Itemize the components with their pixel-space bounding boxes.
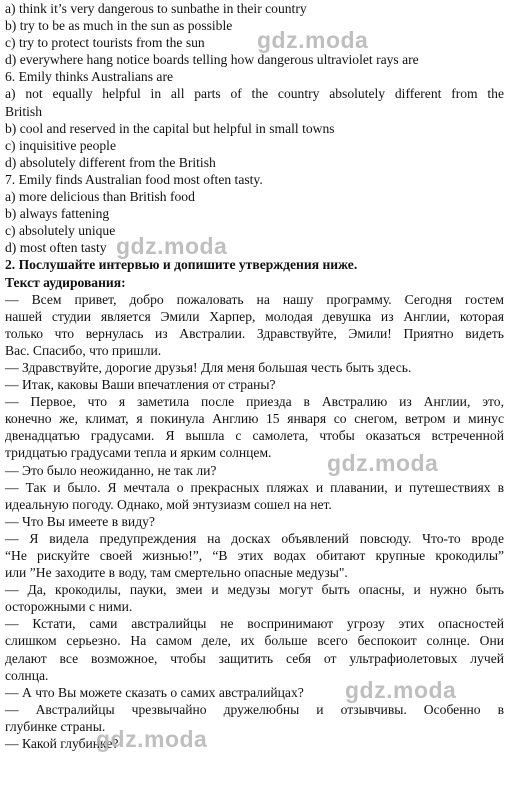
text-line: — Так и было. Я мечтала о прекрасных пляжах и плавании, и путешествиях в [5,479,504,495]
text-line: слишком серьезно. На самом деле, их больше всего беспокоит солнце. Они [5,633,504,649]
text-line: d) most often tasty [5,240,107,256]
task2-heading: 2. Послушайте интервью и допишите утверждения ниже. [5,257,358,273]
text-line: — Что Вы имеете в виду? [5,513,155,529]
exercise-options-top [5,0,504,85]
text-line: — Да, крокодилы, пауки, змеи и медузы могут быть опасны, и нужно быть [5,582,504,598]
text-line: a) think it’s very dangerous to sunbathe in their country [5,1,307,16]
text-line: 7. Emily finds Australian food most often tasty. [5,171,263,187]
text-line: — Первое, что я заметила после приезда в Австралию из Англии, это, [5,394,504,410]
watermark: gdz.moda [327,450,439,476]
text-line: c) inquisitive people [5,137,116,153]
text-line: “Не рискуйте своей жизнью!”, “В этих водах обитают крупные крокодилы” [5,548,504,563]
text-line: — Итак, каковы Ваши впечатления от страны? [5,377,276,393]
text-line: только что вернулась из Австралии. Здравствуйте, Эмили! Приятно видеть [5,325,504,341]
text-line: a) more delicious than British food [5,189,195,205]
text-line: тридцатью градусами тепла и ярким солнцем. [5,445,272,461]
text-line: — А что Вы можете сказать о самих австралийцах? [5,684,304,700]
exercise-options-rest [5,120,504,257]
text-line: b) try to be as much in the sun as possible [5,18,233,34]
text-line: Вас. Спасибо, что пришли. [5,342,162,358]
text-line: идеальную погоду. Однако, мой энтузиазм сошел на нет. [5,496,332,512]
text-line: делают все возможное, чтобы защитить себя от ультрафиолетовых лучей [5,650,504,666]
text-line: d) absolutely different from the British [5,154,216,170]
watermark: gdz.moda [257,27,369,53]
document-page [5,0,504,752]
text-line: — Кстати, сами австралийцы не воспринимают угрозу этих опасностей [5,616,504,632]
text-line: b) always fattening [5,206,110,222]
text-line: — Австралийцы чрезвычайно дружелюбны и отзывчивы. Особенно в [5,701,504,717]
watermark: gdz.moda [96,726,208,752]
text-line: — Всем привет, добро пожаловать на нашу программу. Сегодня гостем [5,291,504,307]
text-line: осторожными с ними. [5,599,133,615]
text-line: — Это было неожиданно, не так ли? [5,462,217,478]
text-line: c) try to protect tourists from the sun [5,35,205,51]
text-line: — Я видела предупреждения на досках объявлений повсюду. Что-то вроде [5,530,504,546]
text-line: глубинке страны. [5,718,106,734]
text-line: — Какой глубинке? [5,736,119,752]
text-line: 6. Emily thinks Australians are [5,69,174,85]
text-line: c) absolutely unique [5,223,116,239]
text-line: b) cool and reserved in the capital but helpful in small towns [5,120,335,136]
text-line: d) everywhere hang notice boards telling how dangerous ultraviolet rays are [5,52,419,68]
text-line: конечно же, климат, я покинула Англию 15 января со снегом, ветром и минус [5,411,504,427]
q6-option-a-line2: British [5,103,43,119]
q6-option-a-line1: a) not equally helpful in all parts of the country absolutely different from the [5,86,504,102]
watermark: gdz.moda [116,233,228,259]
text-line: двенадцатью градусами. Я вышла с самолета, чтобы оказаться встреченной [5,428,504,444]
text-line: солнца. [5,667,49,683]
text-line: — Здравствуйте, дорогие друзья! Для меня большая честь быть здесь. [5,359,412,375]
watermark: gdz.moda [345,677,457,703]
text-line: нашей студии является Эмили Харпер, молодая девушка из Англии, которая [5,308,504,324]
text-line: или ”Не заходите в воду, там смертельно опасные медузы". [5,565,348,581]
transcript-heading: Текст аудирования: [5,274,126,290]
